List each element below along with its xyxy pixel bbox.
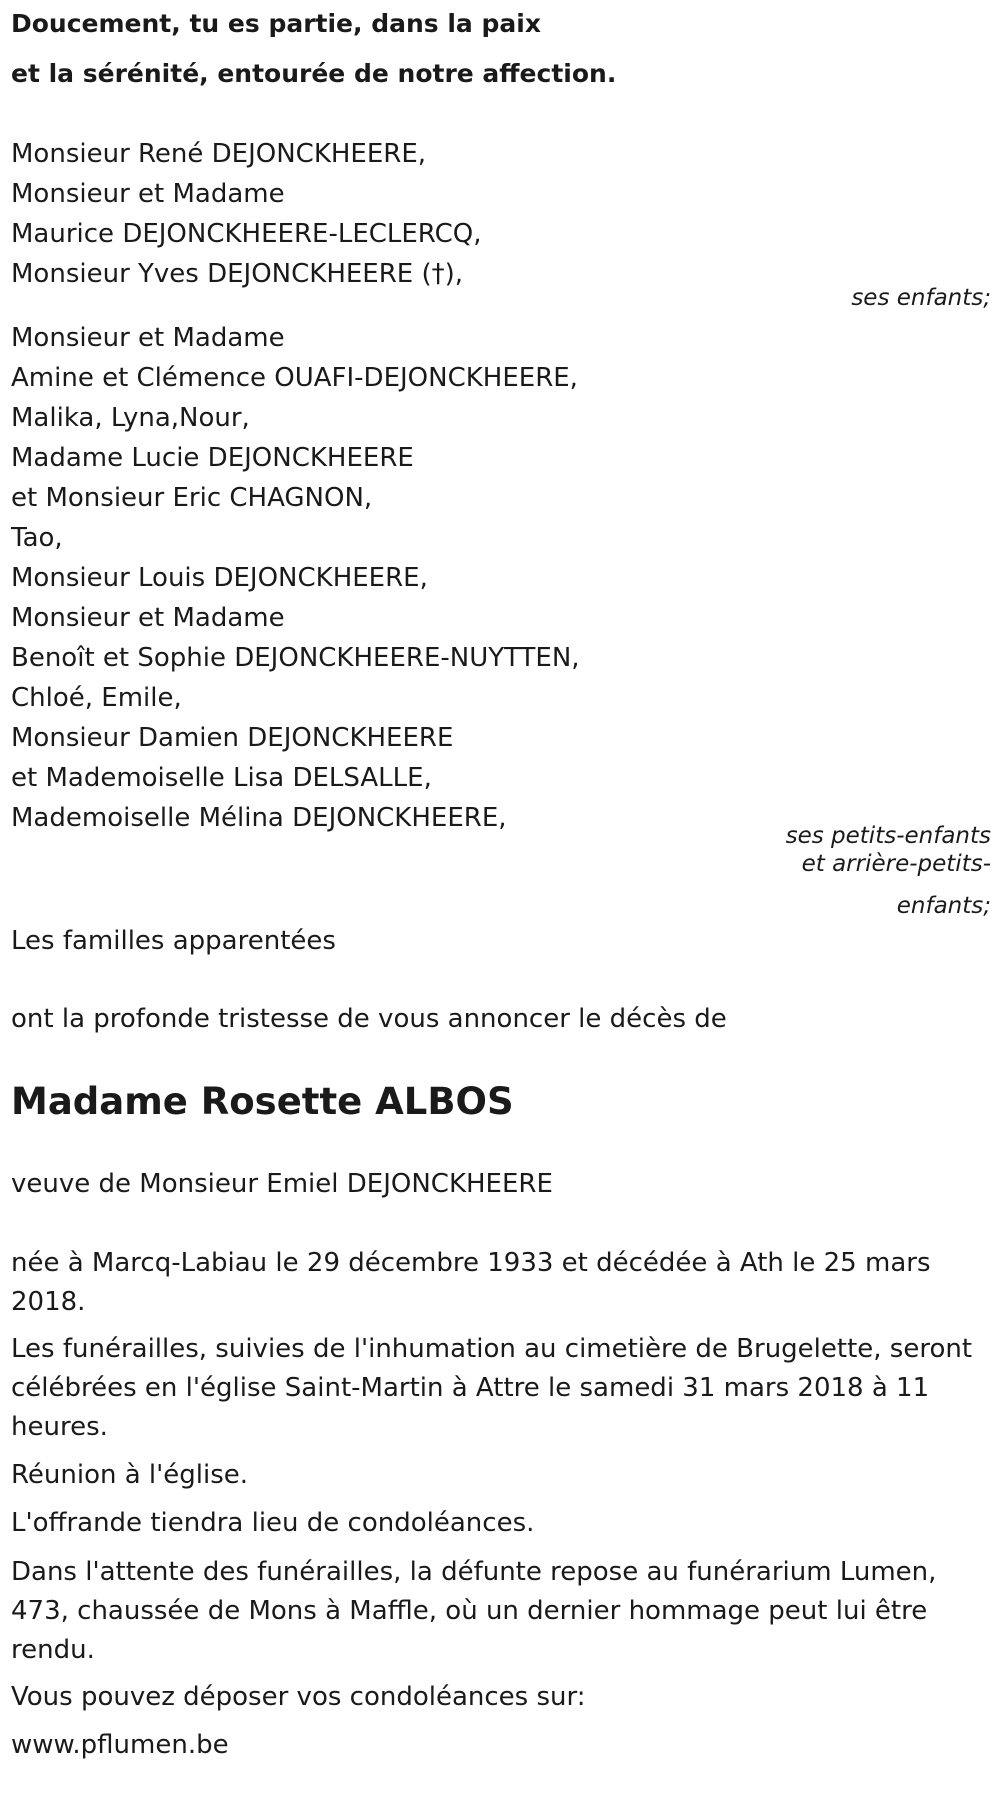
- grandchildren-role: [11, 822, 1000, 920]
- grandchildren-list: [11, 318, 580, 838]
- grandchild-line: Mademoiselle Mélina DEJONCKHEERE,: [11, 803, 507, 833]
- funeral-paragraph: Les funérailles, suivies de l'inhumation au cimetière de Brugelette, seront célébrées en l'église Saint-Martin à Attre le samedi 31 mars 2018 à 11 heures.: [11, 1334, 973, 1442]
- quote-line-2: et la sérénité, entourée de notre affection.: [11, 59, 617, 88]
- child-line: Monsieur Yves DEJONCKHEERE (†),: [11, 259, 464, 289]
- meeting-line: Réunion à l'église.: [11, 1460, 249, 1490]
- widow-of-line: veuve de Monsieur Emiel DEJONCKHEERE: [11, 1169, 553, 1199]
- offering-line: L'offrande tiendra lieu de condoléances.: [11, 1508, 535, 1538]
- grandchild-line: Monsieur et Madame: [11, 603, 285, 633]
- grandchild-line: Chloé, Emile,: [11, 683, 182, 713]
- condolences-intro: Vous pouvez déposer vos condoléances sur:: [11, 1682, 586, 1712]
- child-line: Monsieur René DEJONCKHEERE,: [11, 139, 427, 169]
- children-role: [11, 283, 1000, 313]
- child-line: Maurice DEJONCKHEERE-LECLERCQ,: [11, 219, 482, 249]
- role-label: ses petits-enfants: [785, 823, 991, 849]
- grandchild-line: Monsieur Louis DEJONCKHEERE,: [11, 563, 428, 593]
- children-list: [11, 134, 481, 294]
- grandchild-line: Benoît et Sophie DEJONCKHEERE-NUYTTEN,: [11, 643, 580, 673]
- grandchild-line: Monsieur Damien DEJONCKHEERE: [11, 723, 454, 753]
- role-label: et arrière-petits-: [801, 851, 991, 877]
- families-line: Les familles apparentées: [11, 926, 336, 956]
- deceased-name: Madame Rosette ALBOS: [11, 1080, 514, 1123]
- repose-paragraph: Dans l'attente des funérailles, la défunte repose au funérarium Lumen, 473, chaussée de Mons à Maffle, où un dernier hommage peut lui être rendu.: [11, 1557, 937, 1665]
- birth-death-paragraph: née à Marcq-Labiau le 29 décembre 1933 et décédée à Ath le 25 mars 2018.: [11, 1248, 931, 1317]
- quote-line-1: Doucement, tu es partie, dans la paix: [11, 9, 541, 38]
- grandchild-line: Malika, Lyna,Nour,: [11, 403, 250, 433]
- opening-quote: [11, 0, 616, 99]
- website-link[interactable]: www.pflumen.be: [11, 1730, 229, 1760]
- child-line: Monsieur et Madame: [11, 179, 285, 209]
- grandchild-line: Monsieur et Madame: [11, 323, 285, 353]
- role-label: ses enfants;: [851, 285, 991, 311]
- grandchild-line: et Monsieur Eric CHAGNON,: [11, 483, 373, 513]
- grandchild-line: Madame Lucie DEJONCKHEERE: [11, 443, 414, 473]
- grandchild-line: et Mademoiselle Lisa DELSALLE,: [11, 763, 432, 793]
- role-label: enfants;: [896, 893, 991, 919]
- grandchild-line: Tao,: [11, 523, 63, 553]
- announcement-line: ont la profonde tristesse de vous annoncer le décès de: [11, 1004, 727, 1034]
- grandchild-line: Amine et Clémence OUAFI-DEJONCKHEERE,: [11, 363, 578, 393]
